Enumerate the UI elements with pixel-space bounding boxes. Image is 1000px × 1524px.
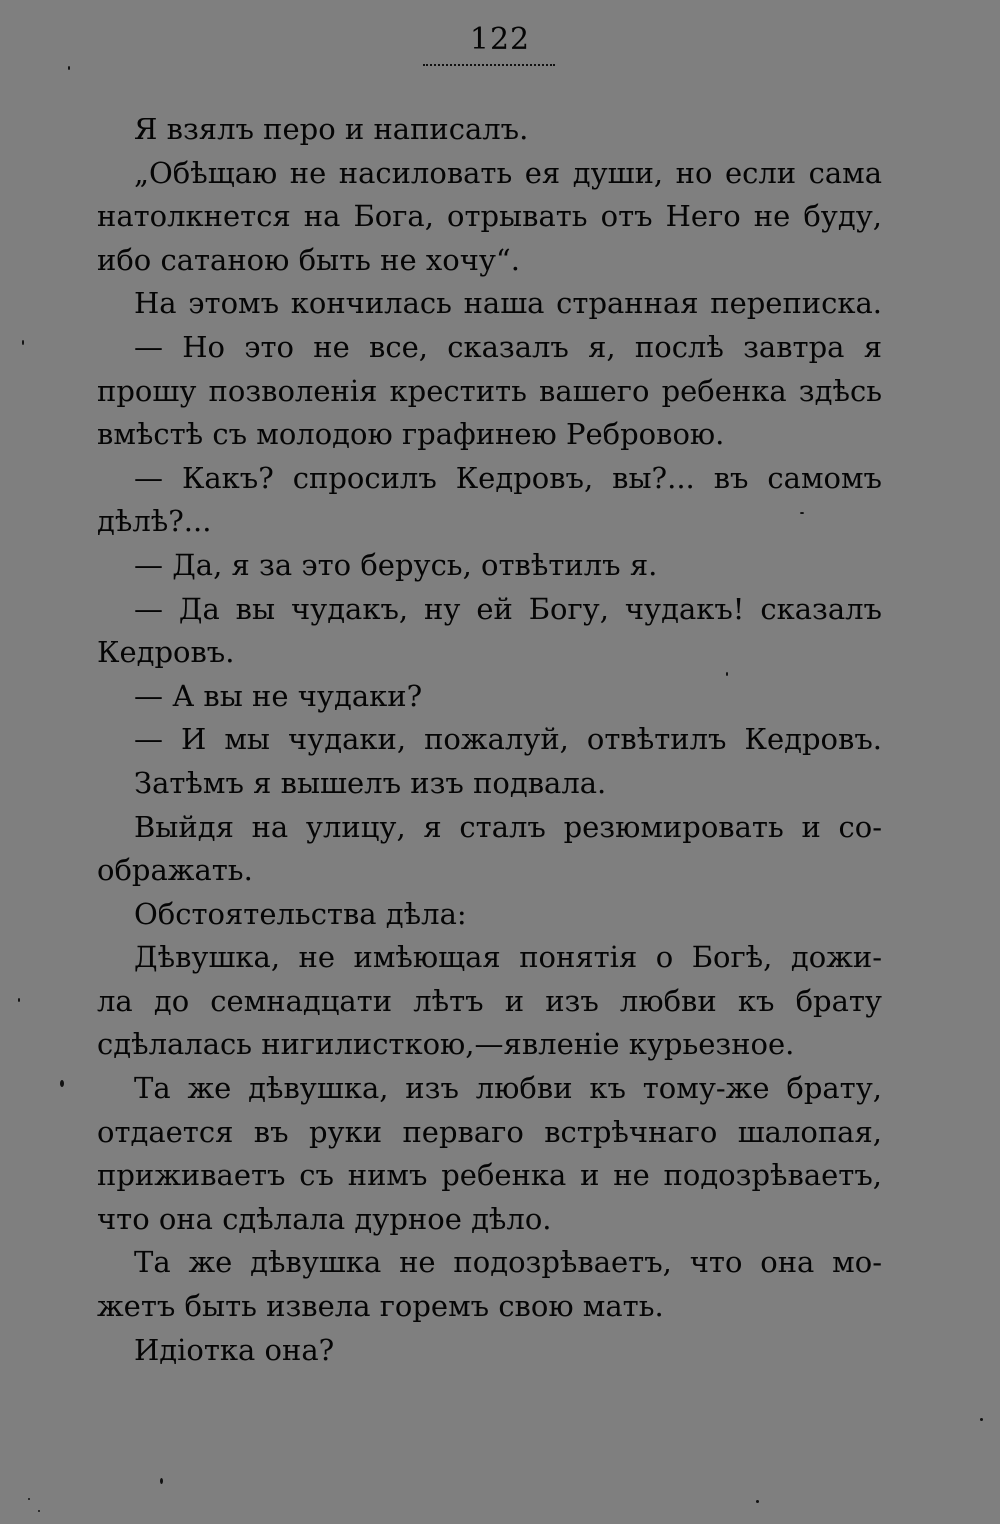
text-line: Затѣмъ я вышелъ изъ подвала. (134, 765, 607, 800)
text-line: ла до семнадцати лѣтъ и изъ любви къ брату (97, 983, 882, 1018)
body-text (97, 108, 882, 1372)
text-line: жетъ быть извела горемъ свою мать. (97, 1289, 664, 1324)
scan-speck (60, 1080, 64, 1087)
text-line: ображать. (97, 853, 253, 888)
text-line: — И мы чудаки, пожалуй, отвѣтилъ Кедровъ. (134, 722, 882, 757)
scan-speck (726, 672, 728, 676)
text-line: — Какъ? спросилъ Кедровъ, вы?... въ самомъ (134, 460, 882, 495)
text-line: Дѣвушка, не имѣющая понятія о Богѣ, дожи- (134, 940, 882, 975)
text-line: Та же дѣвушка не подозрѣваетъ, что она мо- (134, 1245, 882, 1280)
scan-speck (22, 340, 24, 345)
scan-speck (18, 998, 20, 1002)
header-rule (423, 64, 555, 66)
text-line: — Да, я за это берусь, отвѣтилъ я. (134, 547, 658, 582)
text-line: „Обѣщаю не насиловать ея души, но если сама (134, 155, 882, 190)
text-line: На этомъ кончилась наша странная переписка. (134, 286, 882, 321)
text-line: сдѣлалась нигилисткою,—явленіе курьезное. (97, 1027, 795, 1062)
text-line: Я взялъ перо и написалъ. (134, 112, 529, 146)
text-line: Выйдя на улицу, я сталъ резюмировать и со- (134, 809, 882, 844)
text-line: Обстоятельства дѣла: (134, 896, 467, 931)
text-line: Идіотка она? (134, 1332, 335, 1367)
text-line: — Но это не все, сказалъ я, послѣ завтра я (134, 329, 882, 364)
text-line: — А вы не чудаки? (134, 678, 423, 713)
scan-speck (160, 1478, 163, 1484)
scan-speck (38, 1510, 40, 1512)
scan-speck (980, 1418, 983, 1421)
text-line: — Да вы чудакъ, ну ей Богу, чудакъ! сказалъ (134, 591, 882, 626)
text-line: дѣлѣ?... (97, 504, 212, 539)
text-line: что она сдѣлала дурное дѣло. (97, 1201, 552, 1236)
text-line: приживаетъ съ нимъ ребенка и не подозрѣваетъ, (97, 1158, 882, 1193)
page-number: 122 (469, 22, 531, 57)
scan-speck (28, 1498, 30, 1500)
text-line: отдается въ руки перваго встрѣчнаго шалопая, (97, 1114, 882, 1149)
text-line: прошу позволенія крестить вашего ребенка здѣсь (97, 373, 882, 408)
text-line: Та же дѣвушка, изъ любви къ тому-же брату, (134, 1071, 882, 1106)
scan-speck (68, 66, 70, 70)
text-line: вмѣстѣ съ молодою графинею Ребровою. (97, 417, 725, 452)
scan-speck (800, 512, 804, 514)
text-line: ибо сатаною быть не хочу“. (97, 242, 520, 277)
scan-speck (756, 1500, 759, 1503)
text-line: Кедровъ. (97, 635, 235, 670)
text-line: натолкнется на Бога, отрывать отъ Него не буду, (97, 199, 882, 234)
